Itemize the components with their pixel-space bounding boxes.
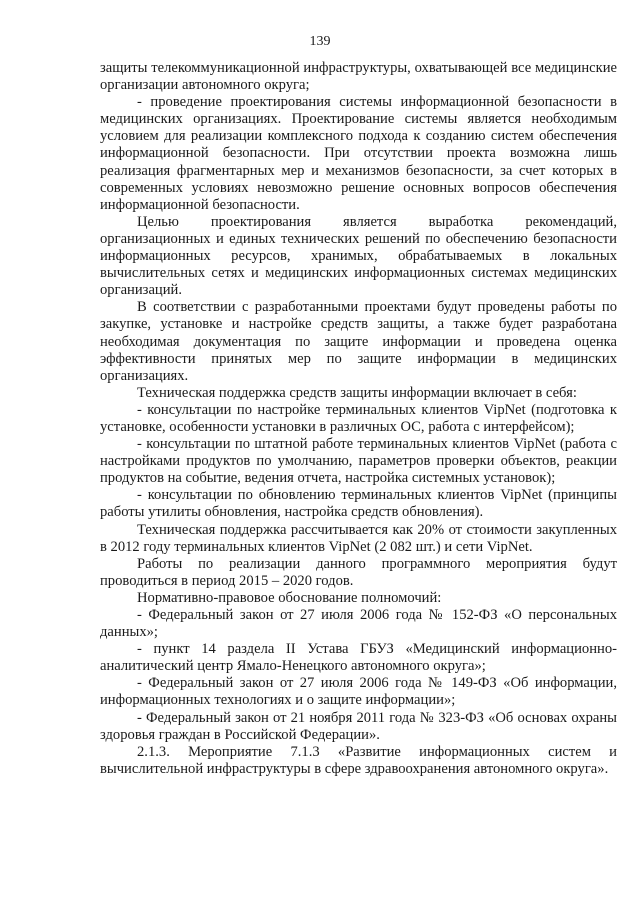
paragraph: - пункт 14 раздела II Устава ГБУЗ «Медицинский информационно-аналитический центр Ямало-Ненецкого автономного округа»; bbox=[100, 641, 617, 675]
page-number: 139 bbox=[309, 34, 331, 49]
paragraph: - Федеральный закон от 27 июля 2006 года № 152-ФЗ «О персональных данных»; bbox=[100, 607, 617, 641]
paragraph: - консультации по настройке терминальных клиентов VipNet (подготовка к установке, особенности установки в различных ОС, работа с интерфейсом); bbox=[100, 401, 617, 435]
paragraph: - Федеральный закон от 27 июля 2006 года № 149-ФЗ «Об информации, информационных технологиях и о защите информации»; bbox=[100, 675, 617, 709]
paragraph: Техническая поддержка средств защиты информации включает в себя: bbox=[137, 384, 577, 401]
paragraph: В соответствии с разработанными проектами будут проведены работы по закупке, установке и настройке средств защиты, а также будет разработана необходимая документация по защите информации и проведена оценка эффективности принятых мер по защите информации в медицинских организациях. bbox=[100, 299, 617, 384]
paragraph: защиты телекоммуникационной инфраструктуры, охватывающей все медицинские организации автономного округа; bbox=[100, 60, 617, 94]
paragraph: Техническая поддержка рассчитывается как 20% от стоимости закупленных в 2012 году терминальных клиентов VipNet (2 082 шт.) и сети VipNet. bbox=[100, 521, 617, 555]
paragraph: - Федеральный закон от 21 ноября 2011 года № 323-ФЗ «Об основах охраны здоровья граждан в Российской Федерации». bbox=[100, 709, 617, 743]
paragraph: - консультации по обновлению терминальных клиентов VipNet (принципы работы утилиты обновления, настройка средств обновления). bbox=[100, 487, 617, 521]
paragraph: Работы по реализации данного программного мероприятия будут проводиться в период 2015 – 2020 годов. bbox=[100, 555, 617, 589]
paragraph: - проведение проектирования системы информационной безопасности в медицинских организациях. Проектирование системы является необходимым условием для реализации комплексного подхода к созданию систем обеспечения информационной безопасности. При отсутствии проекта возможна лишь реализация фрагментарных мер и механизмов безопасности, за счет которых в современных условиях невозможно решение основных вопросов обеспечения информационной безопасности. bbox=[100, 94, 617, 213]
paragraph: 2.1.3. Мероприятие 7.1.3 «Развитие информационных систем и вычислительной инфраструктуры в сфере здравоохранения автономного округа». bbox=[100, 743, 617, 777]
document-body bbox=[100, 60, 617, 778]
paragraph: - консультации по штатной работе терминальных клиентов VipNet (работа с настройками продуктов по умолчанию, параметров проверки объектов, реакции продуктов на событие, ведения отчета, настройка системных установок); bbox=[100, 436, 617, 487]
paragraph: Целью проектирования является выработка рекомендаций, организационных и единых технических решений по обеспечению безопасности информационных ресурсов, хранимых, обрабатываемых в локальных вычислительных сетях и медицинских информационных системах медицинских организаций. bbox=[100, 213, 617, 299]
paragraph: Нормативно-правовое обоснование полномочий: bbox=[137, 589, 442, 606]
